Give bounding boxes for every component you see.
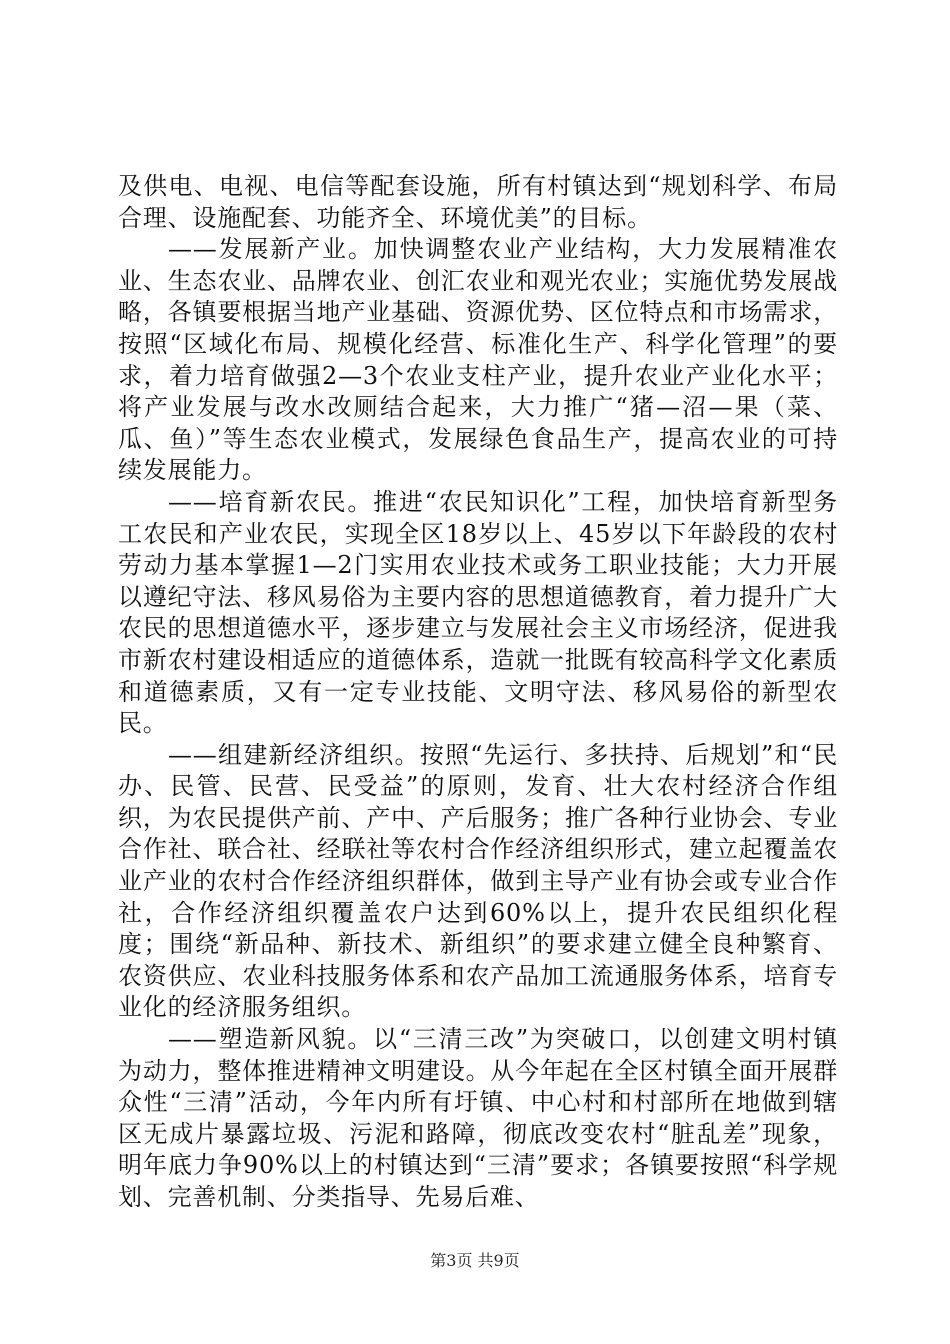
paragraph-1: 及供电、电视、电信等配套设施，所有村镇达到“规划科学、布局合理、设施配套、功能齐全、环境优美”的目标。 [118,172,838,232]
paragraph-4: ——组建新经济组织。按照“先运行、多扶持、后规划”和“民办、民管、民营、民受益”的原则，发育、壮大农村经济合作组织，为农民提供产前、产中、产后服务；推广各种行业协会、专业合作社、联合社、经联社等农村合作经济组织形式，建立起覆盖农业产业的农村合作经济组织群体，做到主导产业有协会或专业合作社，合作经济组织覆盖农户达到60%以上，提升农民组织化程度；围绕“新品种、新技术、新组织”的要求建立健全良种繁育、农资供应、农业科技服务体系和农产品加工流通服务体系，培育专业化的经济服务组织。 [118,740,838,1022]
page-footer: 第3页 共9页 [430,1251,520,1270]
document-body [118,171,838,1214]
paragraph-3: ——培育新农民。推进“农民知识化”工程，加快培育新型务工农民和产业农民，实现全区18岁以上、45岁以下年龄段的农村劳动力基本掌握1—2门实用农业技术或务工职业技能；大力开展以遵纪守法、移风易俗为主要内容的思想道德教育，着力提升广大农民的思想道德水平，逐步建立与发展社会主义市场经济，促进我市新农村建设相适应的道德体系，造就一批既有较高科学文化素质和道德素质，又有一定专业技能、文明守法、移风易俗的新型农民。 [118,487,838,738]
paragraph-2: ——发展新产业。加快调整农业产业结构，大力发展精准农业、生态农业、品牌农业、创汇农业和观光农业；实施优势发展战略，各镇要根据当地产业基础、资源优势、区位特点和市场需求，按照“区域化布局、规模化经营、标准化生产、科学化管理”的要求，着力培育做强2—3个农业支柱产业，提升农业产业化水平；将产业发展与改水改厕结合起来，大力推广“猪—沼—果（菜、瓜、鱼）”等生态农业模式，发展绿色食品生产，提高农业的可持续发展能力。 [118,235,838,485]
paragraph-5: ——塑造新风貌。以“三清三改”为突破口，以创建文明村镇为动力，整体推进精神文明建设。从今年起在全区村镇全面开展群众性“三清”活动，今年内所有圩镇、中心村和村部所在地做到辖区无成片暴露垃圾、污泥和路障，彻底改变农村“脏乱差”现象，明年底力争90%以上的村镇达到“三清”要求；各镇要按照“科学规划、完善机制、分类指导、先易后难、 [118,1025,838,1211]
